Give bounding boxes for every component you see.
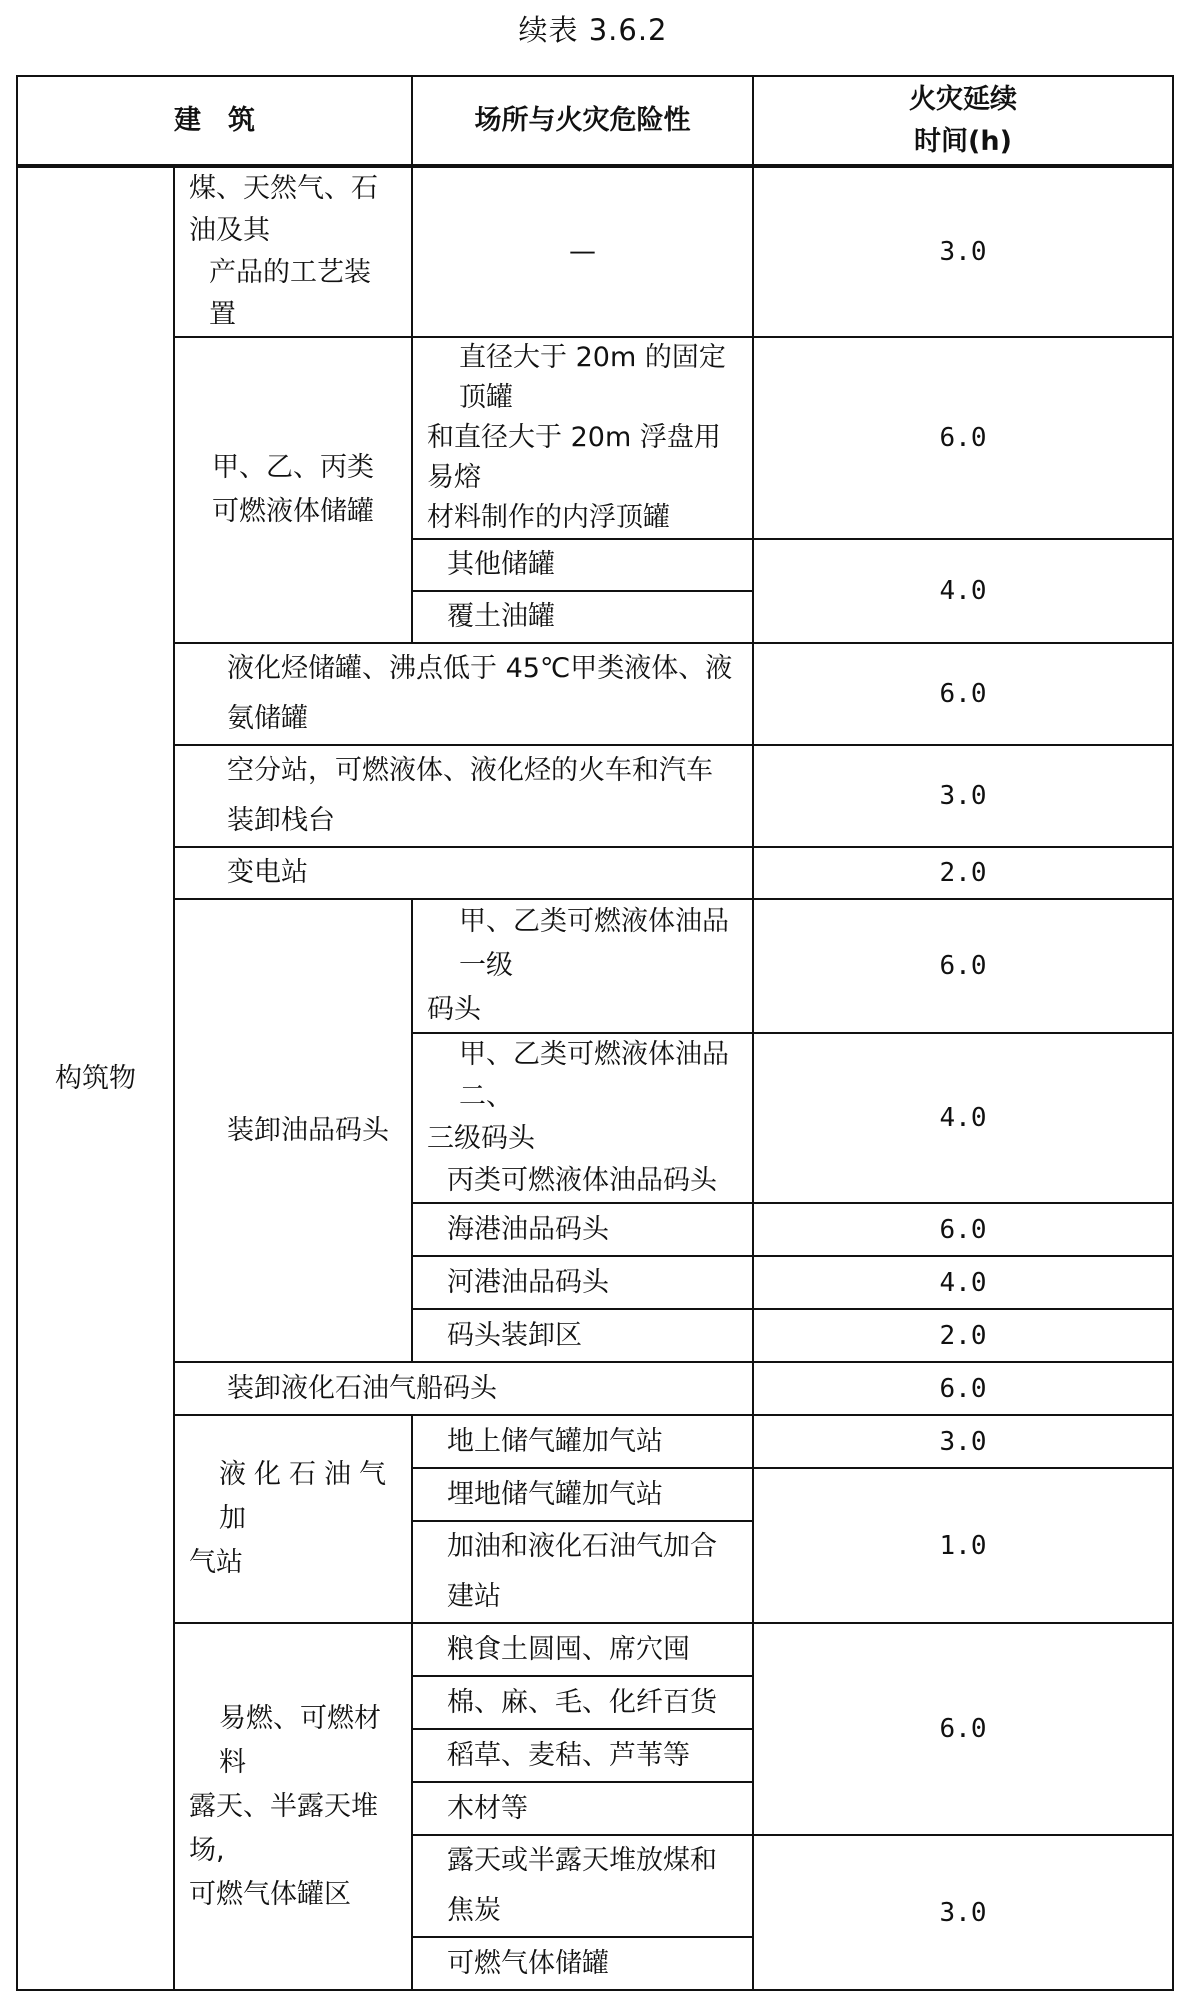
duration-cell: 6.0	[753, 1623, 1173, 1835]
header-duration-line1: 火灾延续	[909, 83, 1017, 115]
place-line: 三级码头	[427, 1123, 535, 1154]
building-line: 气站	[189, 1547, 243, 1578]
table-row	[17, 643, 1173, 745]
building-cell: 液化烃储罐、沸点低于 45℃甲类液体、液氨储罐	[174, 643, 753, 745]
table-caption: 续表 3.6.2	[518, 13, 668, 47]
duration-cell: 3.0	[753, 166, 1173, 337]
header-building	[17, 76, 412, 166]
place-line: 丙类可燃液体油品码头	[447, 1165, 717, 1196]
place-cell: —	[412, 166, 753, 337]
building-line: 液化石油气加	[219, 1459, 394, 1534]
place-line: 材料制作的内浮顶罐	[427, 502, 670, 533]
building-line: 可燃液体储罐	[212, 496, 374, 527]
duration-cell: 3.0	[753, 1835, 1173, 1990]
duration-cell: 3.0	[753, 745, 1173, 847]
table-row	[17, 899, 1173, 1033]
place-cell: 覆土油罐	[412, 591, 753, 643]
building-cell: 装卸液化石油气船码头	[174, 1362, 753, 1415]
duration-cell: 2.0	[753, 1309, 1173, 1362]
place-cell: 其他储罐	[412, 539, 753, 591]
place-cell: 可燃气体储罐	[412, 1937, 753, 1990]
duration-cell: 6.0	[753, 899, 1173, 1033]
duration-cell: 4.0	[753, 1033, 1173, 1203]
duration-cell: 6.0	[753, 1362, 1173, 1415]
building-line: 易燃、可燃材料	[219, 1702, 381, 1778]
header-building-text: 建 筑	[174, 104, 255, 136]
place-cell: 海港油品码头	[412, 1203, 753, 1256]
table-row	[17, 166, 1173, 337]
header-duration-line2: 时间(h)	[914, 125, 1012, 157]
place-cell: 码头装卸区	[412, 1309, 753, 1362]
building-cell	[174, 1415, 412, 1623]
building-line: 可燃气体罐区	[189, 1878, 351, 1910]
duration-cell: 6.0	[753, 337, 1173, 539]
place-cell: 地上储气罐加气站	[412, 1415, 753, 1468]
building-cell: 变电站	[174, 847, 753, 899]
building-line: 产品的工艺装置	[209, 257, 371, 330]
table-header-row	[17, 76, 1173, 166]
header-duration	[753, 76, 1173, 166]
building-line: 甲、乙、丙类	[212, 452, 374, 483]
fire-duration-table	[16, 75, 1174, 1991]
place-cell	[412, 337, 753, 539]
place-cell	[412, 1033, 753, 1203]
building-cell	[174, 166, 412, 337]
place-line: 码头	[427, 994, 481, 1025]
building-cell: 空分站，可燃液体、液化烃的火车和汽车装卸栈台	[174, 745, 753, 847]
building-cell: 装卸油品码头	[174, 899, 412, 1362]
building-line: 煤、天然气、石油及其	[189, 173, 378, 246]
place-line: 甲、乙类可燃液体油品二、	[459, 1039, 729, 1112]
place-cell: 粮食土圆囤、席穴囤	[412, 1623, 753, 1676]
place-cell: 棉、麻、毛、化纤百货	[412, 1676, 753, 1729]
place-cell: 木材等	[412, 1782, 753, 1835]
duration-cell: 1.0	[753, 1468, 1173, 1623]
header-place-hazard: 场所与火灾危险性	[412, 76, 753, 166]
place-cell: 埋地储气罐加气站	[412, 1468, 753, 1521]
building-line: 露天、半露天堆场,	[189, 1790, 378, 1866]
category-cell: 构筑物	[17, 166, 174, 1990]
duration-cell: 6.0	[753, 643, 1173, 745]
duration-cell: 3.0	[753, 1415, 1173, 1468]
place-cell: 露天或半露天堆放煤和焦炭	[412, 1835, 753, 1937]
duration-cell: 6.0	[753, 1203, 1173, 1256]
duration-cell: 4.0	[753, 539, 1173, 643]
place-line: 直径大于 20m 的固定顶罐	[459, 342, 726, 413]
building-cell	[174, 337, 412, 643]
building-cell	[174, 1623, 412, 1990]
place-cell: 加油和液化石油气加合建站	[412, 1521, 753, 1623]
table-row	[17, 847, 1173, 899]
place-cell: 稻草、麦秸、芦苇等	[412, 1729, 753, 1782]
table-row	[17, 1362, 1173, 1415]
place-cell	[412, 899, 753, 1033]
duration-cell: 4.0	[753, 1256, 1173, 1309]
table-row	[17, 745, 1173, 847]
table-row	[17, 1415, 1173, 1468]
place-cell: 河港油品码头	[412, 1256, 753, 1309]
place-line: 和直径大于 20m 浮盘用易熔	[427, 422, 721, 493]
table-row	[17, 1623, 1173, 1676]
duration-cell: 2.0	[753, 847, 1173, 899]
table-row	[17, 337, 1173, 539]
place-line: 甲、乙类可燃液体油品一级	[459, 906, 729, 981]
